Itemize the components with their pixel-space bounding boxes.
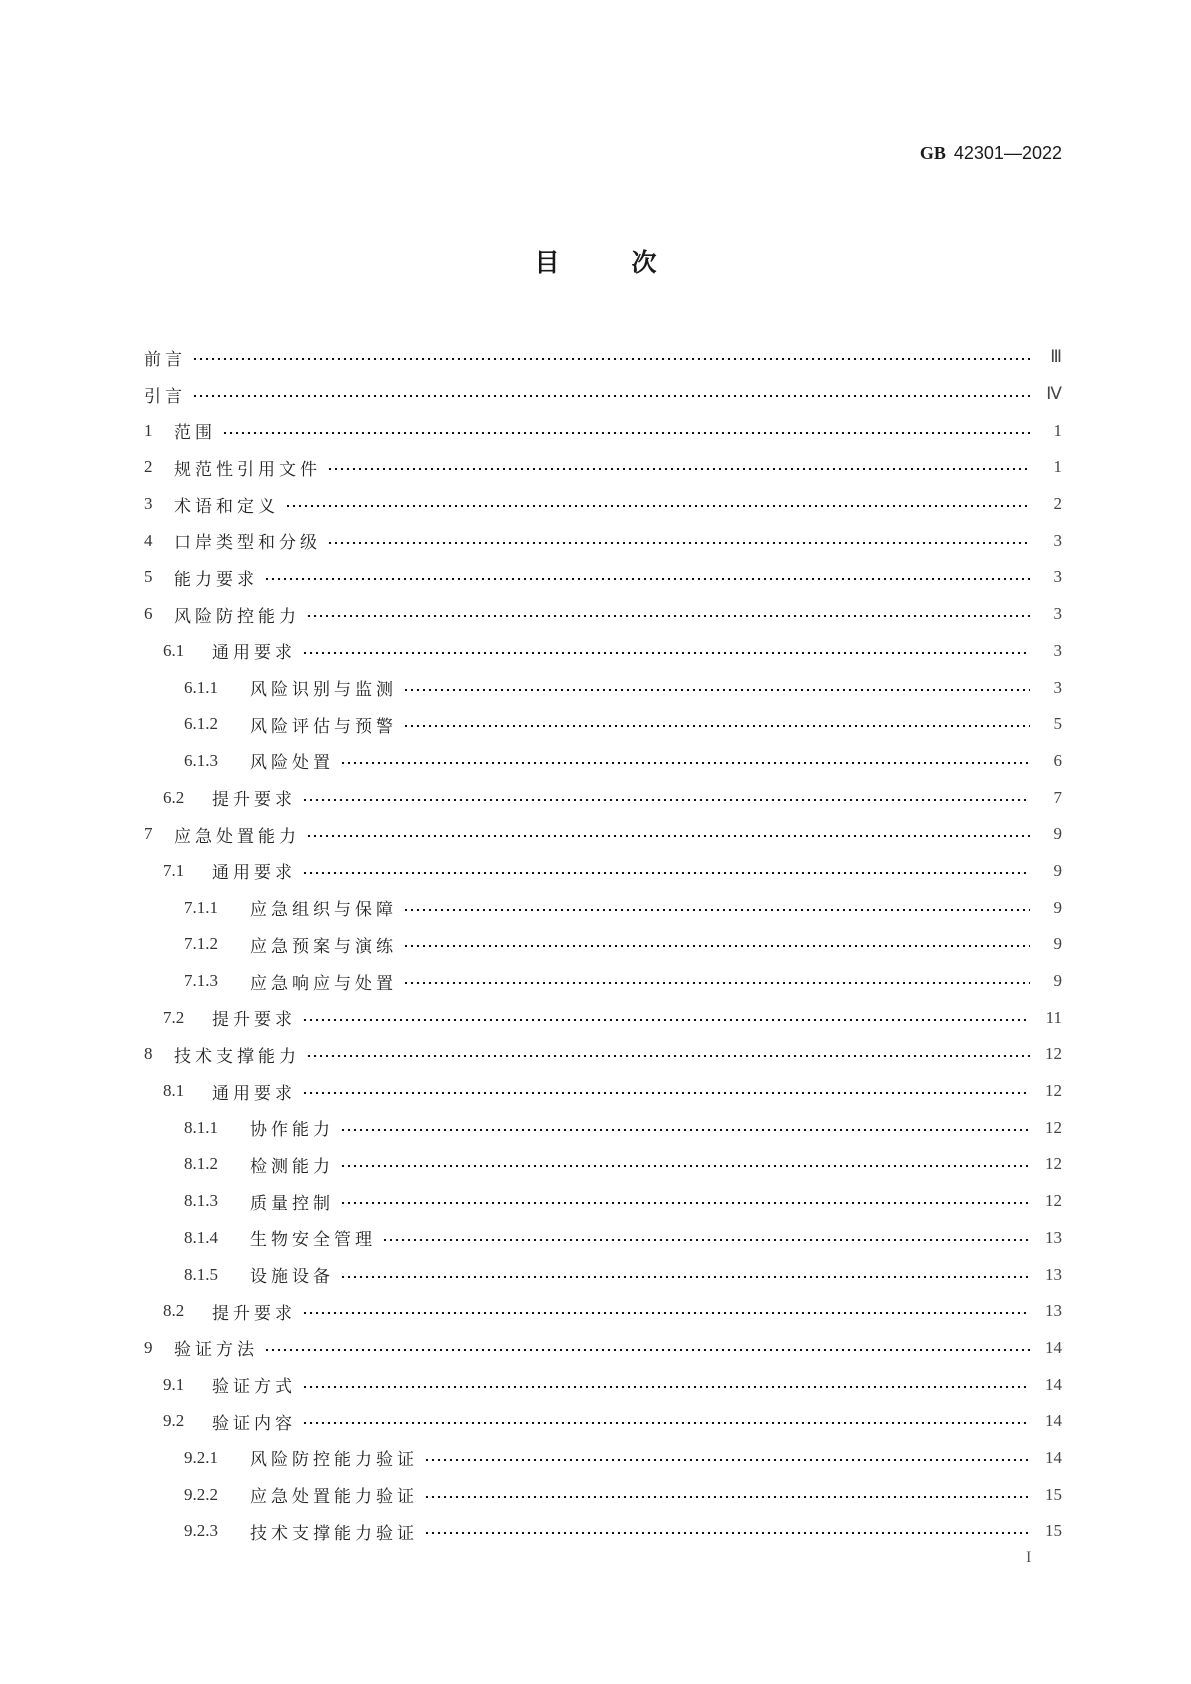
toc-entry[interactable] bbox=[144, 1440, 1062, 1477]
dot-leader bbox=[302, 1092, 1030, 1094]
dot-leader bbox=[424, 1496, 1030, 1498]
dot-leader bbox=[306, 835, 1030, 837]
toc-entry-number: 6.1.3 bbox=[184, 750, 218, 770]
toc-entry-page: 14 bbox=[1045, 1337, 1062, 1357]
toc-entry-page: 15 bbox=[1045, 1521, 1062, 1541]
toc-entry-page: 3 bbox=[1053, 567, 1062, 587]
toc-entry-page: 1 bbox=[1053, 420, 1062, 440]
toc-entry-page: 5 bbox=[1053, 714, 1062, 734]
toc-entry[interactable] bbox=[144, 779, 1062, 816]
toc-entry-page: 14 bbox=[1045, 1447, 1062, 1467]
toc-entry-label: 提升要求 bbox=[212, 790, 296, 811]
toc-entry[interactable] bbox=[144, 596, 1062, 633]
toc-entry[interactable] bbox=[144, 339, 1062, 376]
toc-entry-label: 检测能力 bbox=[250, 1156, 334, 1177]
toc-entry[interactable] bbox=[144, 1366, 1062, 1403]
toc-entry-label: 生物安全管理 bbox=[250, 1230, 376, 1251]
toc-entry-page: 11 bbox=[1045, 1007, 1062, 1027]
dot-leader bbox=[327, 468, 1030, 470]
toc-entry-page: Ⅲ bbox=[1050, 347, 1062, 367]
toc-entry[interactable] bbox=[144, 669, 1062, 706]
toc-entry[interactable] bbox=[144, 1403, 1062, 1440]
toc-entry[interactable] bbox=[144, 376, 1062, 413]
dot-leader bbox=[302, 652, 1030, 654]
toc-entry-number: 7 bbox=[144, 824, 153, 844]
toc-entry-page: 12 bbox=[1045, 1117, 1062, 1137]
dot-leader bbox=[302, 872, 1030, 874]
toc-entry-page: 6 bbox=[1053, 750, 1062, 770]
toc-entry-number: 6.1 bbox=[163, 640, 185, 660]
toc-entry-label: 应急响应与处置 bbox=[250, 973, 397, 994]
toc-entry-number: 5 bbox=[144, 567, 153, 587]
dot-leader bbox=[302, 1386, 1030, 1388]
dot-leader bbox=[403, 945, 1030, 947]
toc-entry[interactable] bbox=[144, 1146, 1062, 1183]
toc-entry-page: 7 bbox=[1053, 787, 1062, 807]
toc-entry-label: 验证内容 bbox=[212, 1413, 296, 1434]
toc-entry-number: 9.2.2 bbox=[184, 1484, 218, 1504]
toc-entry[interactable] bbox=[144, 706, 1062, 743]
toc-entry-number: 8.1.5 bbox=[184, 1264, 218, 1284]
toc-entry-page: 13 bbox=[1045, 1264, 1062, 1284]
standard-number: 42301—2022 bbox=[953, 143, 1062, 163]
toc-entry-label: 应急预案与演练 bbox=[250, 936, 397, 957]
table-of-contents bbox=[144, 339, 1062, 1550]
dot-leader bbox=[192, 395, 1030, 397]
dot-leader bbox=[302, 1422, 1030, 1424]
toc-entry-page: 3 bbox=[1053, 530, 1062, 550]
dot-leader bbox=[424, 1459, 1030, 1461]
toc-entry-number: 9.2.1 bbox=[184, 1447, 218, 1467]
toc-entry-label: 协作能力 bbox=[250, 1120, 334, 1141]
toc-entry-page: 12 bbox=[1045, 1154, 1062, 1174]
toc-entry-page: 12 bbox=[1045, 1044, 1062, 1064]
standard-prefix: GB bbox=[919, 143, 946, 163]
toc-entry-label: 术语和定义 bbox=[174, 496, 279, 517]
dot-leader bbox=[340, 1202, 1030, 1204]
toc-entry-label: 风险防控能力 bbox=[174, 606, 300, 627]
dot-leader bbox=[264, 578, 1030, 580]
dot-leader bbox=[222, 432, 1030, 434]
toc-entry-number: 7.1.2 bbox=[184, 934, 218, 954]
title-char-1: 目 bbox=[534, 248, 560, 277]
dot-leader bbox=[302, 799, 1030, 801]
toc-entry-number: 7.2 bbox=[163, 1007, 185, 1027]
toc-entry-number: 1 bbox=[144, 420, 153, 440]
toc-entry-page: 1 bbox=[1053, 457, 1062, 477]
dot-leader bbox=[285, 505, 1030, 507]
toc-entry-page: 9 bbox=[1053, 824, 1062, 844]
toc-entry-label: 设施设备 bbox=[250, 1267, 334, 1288]
toc-entry-page: 9 bbox=[1053, 934, 1062, 954]
toc-entry-page: Ⅳ bbox=[1046, 384, 1062, 404]
toc-entry[interactable] bbox=[144, 486, 1062, 523]
toc-entry-page: 9 bbox=[1053, 897, 1062, 917]
toc-entry[interactable] bbox=[144, 1036, 1062, 1073]
toc-entry-number: 8.1.2 bbox=[184, 1154, 218, 1174]
dot-leader bbox=[403, 909, 1030, 911]
toc-entry-label: 验证方式 bbox=[212, 1377, 296, 1398]
toc-entry[interactable] bbox=[144, 1330, 1062, 1367]
toc-entry-label: 技术支撑能力 bbox=[174, 1046, 300, 1067]
toc-entry-label: 通用要求 bbox=[212, 1083, 296, 1104]
toc-entry[interactable] bbox=[144, 1073, 1062, 1110]
toc-entry-label: 应急组织与保障 bbox=[250, 900, 397, 921]
toc-entry[interactable] bbox=[144, 853, 1062, 890]
toc-entry-number: 9.1 bbox=[163, 1374, 185, 1394]
toc-entry-number: 9 bbox=[144, 1337, 153, 1357]
standard-header bbox=[920, 141, 1062, 166]
toc-entry-page: 12 bbox=[1045, 1081, 1062, 1101]
dot-leader bbox=[403, 725, 1030, 727]
title-char-2: 次 bbox=[631, 248, 657, 277]
toc-entry-label: 引言 bbox=[144, 386, 186, 407]
dot-leader bbox=[192, 358, 1030, 360]
toc-entry-label: 应急处置能力验证 bbox=[250, 1487, 418, 1508]
toc-entry[interactable] bbox=[144, 449, 1062, 486]
toc-entry[interactable] bbox=[144, 1183, 1062, 1220]
dot-leader bbox=[340, 1276, 1030, 1278]
toc-entry-number: 8.2 bbox=[163, 1301, 185, 1321]
toc-entry-number: 7.1 bbox=[163, 860, 185, 880]
dot-leader bbox=[424, 1532, 1030, 1534]
page-title bbox=[0, 246, 1191, 280]
toc-entry-page: 3 bbox=[1053, 640, 1062, 660]
toc-entry-page: 12 bbox=[1045, 1191, 1062, 1211]
toc-entry-number: 6.1.2 bbox=[184, 714, 218, 734]
dot-leader bbox=[340, 762, 1030, 764]
dot-leader bbox=[302, 1019, 1030, 1021]
toc-entry-number: 8.1 bbox=[163, 1081, 185, 1101]
toc-entry[interactable] bbox=[144, 559, 1062, 596]
toc-entry[interactable] bbox=[144, 816, 1062, 853]
toc-entry-label: 规范性引用文件 bbox=[174, 459, 321, 480]
toc-entry-label: 风险防控能力验证 bbox=[250, 1450, 418, 1471]
toc-entry-number: 8.1.4 bbox=[184, 1227, 218, 1247]
dot-leader bbox=[306, 1055, 1030, 1057]
toc-entry-label: 口岸类型和分级 bbox=[174, 533, 321, 554]
toc-entry-number: 8.1.1 bbox=[184, 1117, 218, 1137]
toc-entry[interactable] bbox=[144, 889, 1062, 926]
toc-entry-page: 2 bbox=[1053, 494, 1062, 514]
toc-entry-label: 通用要求 bbox=[212, 863, 296, 884]
page-number: I bbox=[1026, 1549, 1032, 1566]
toc-entry-label: 风险识别与监测 bbox=[250, 680, 397, 701]
toc-entry-label: 风险评估与预警 bbox=[250, 716, 397, 737]
toc-entry[interactable] bbox=[144, 1476, 1062, 1513]
toc-entry-label: 提升要求 bbox=[212, 1010, 296, 1031]
toc-entry[interactable] bbox=[144, 1220, 1062, 1257]
toc-entry[interactable] bbox=[144, 522, 1062, 559]
toc-entry[interactable] bbox=[144, 1256, 1062, 1293]
toc-entry[interactable] bbox=[144, 1513, 1062, 1550]
toc-entry-label: 能力要求 bbox=[174, 569, 258, 590]
dot-leader bbox=[403, 982, 1030, 984]
toc-entry-label: 验证方法 bbox=[174, 1340, 258, 1361]
toc-entry-page: 14 bbox=[1045, 1374, 1062, 1394]
toc-entry-number: 3 bbox=[144, 494, 153, 514]
toc-entry[interactable] bbox=[144, 633, 1062, 670]
dot-leader bbox=[327, 542, 1030, 544]
toc-entry-label: 技术支撑能力验证 bbox=[250, 1523, 418, 1544]
dot-leader bbox=[340, 1165, 1030, 1167]
dot-leader bbox=[264, 1349, 1030, 1351]
toc-entry-page: 13 bbox=[1045, 1227, 1062, 1247]
toc-entry[interactable] bbox=[144, 963, 1062, 1000]
toc-entry[interactable] bbox=[144, 1293, 1062, 1330]
toc-entry-number: 9.2.3 bbox=[184, 1521, 218, 1541]
dot-leader bbox=[306, 615, 1030, 617]
toc-entry-number: 8.1.3 bbox=[184, 1191, 218, 1211]
toc-entry-number: 8 bbox=[144, 1044, 153, 1064]
toc-entry-label: 提升要求 bbox=[212, 1303, 296, 1324]
toc-entry-page: 13 bbox=[1045, 1301, 1062, 1321]
toc-entry[interactable] bbox=[144, 1109, 1062, 1146]
toc-entry-page: 9 bbox=[1053, 860, 1062, 880]
toc-entry-page: 3 bbox=[1053, 677, 1062, 697]
toc-entry-page: 9 bbox=[1053, 971, 1062, 991]
dot-leader bbox=[382, 1239, 1030, 1241]
toc-entry-number: 6.1.1 bbox=[184, 677, 218, 697]
toc-entry-page: 15 bbox=[1045, 1484, 1062, 1504]
toc-entry[interactable] bbox=[144, 412, 1062, 449]
toc-entry-label: 范围 bbox=[174, 423, 216, 444]
dot-leader bbox=[340, 1129, 1030, 1131]
toc-entry-number: 6 bbox=[144, 604, 153, 624]
toc-entry-label: 前言 bbox=[144, 349, 186, 370]
toc-entry[interactable] bbox=[144, 999, 1062, 1036]
toc-entry-number: 7.1.3 bbox=[184, 971, 218, 991]
toc-entry-number: 7.1.1 bbox=[184, 897, 218, 917]
toc-entry-label: 应急处置能力 bbox=[174, 826, 300, 847]
toc-entry-page: 14 bbox=[1045, 1411, 1062, 1431]
toc-entry-number: 4 bbox=[144, 530, 153, 550]
toc-entry-label: 通用要求 bbox=[212, 643, 296, 664]
toc-entry-label: 质量控制 bbox=[250, 1193, 334, 1214]
toc-entry-number: 2 bbox=[144, 457, 153, 477]
toc-entry-label: 风险处置 bbox=[250, 753, 334, 774]
toc-entry[interactable] bbox=[144, 926, 1062, 963]
toc-entry-page: 3 bbox=[1053, 604, 1062, 624]
dot-leader bbox=[302, 1312, 1030, 1314]
dot-leader bbox=[403, 689, 1030, 691]
toc-entry-number: 9.2 bbox=[163, 1411, 185, 1431]
toc-entry-number: 6.2 bbox=[163, 787, 185, 807]
toc-entry[interactable] bbox=[144, 743, 1062, 780]
